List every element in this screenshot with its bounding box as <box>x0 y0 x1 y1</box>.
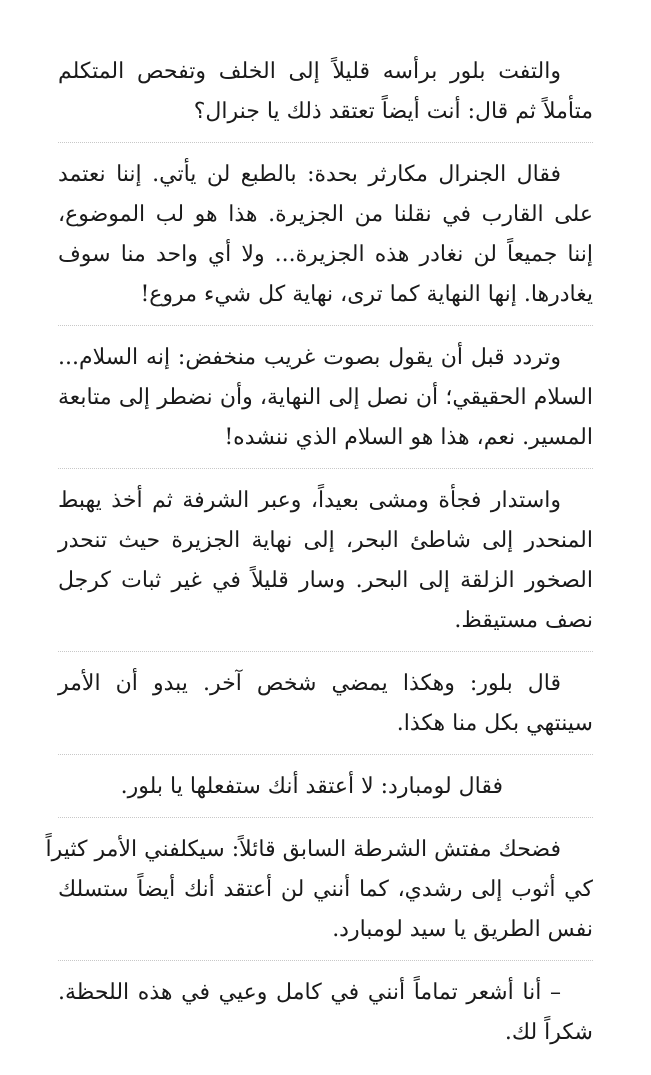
text-line: السلام الحقيقي؛ أن نصل إلى النهاية، وأن نضطر إلى متابعة <box>58 385 593 410</box>
paragraph-5 <box>58 664 593 755</box>
text-line: فقال لومبارد: لا أعتقد أنك ستفعلها يا بلور. <box>120 774 503 799</box>
paragraph-4 <box>58 481 593 652</box>
text-line: نفس الطريق يا سيد لومبارد. <box>332 917 593 942</box>
text-line: على القارب في نقلنا من الجزيرة. هذا هو لب الموضوع، <box>58 202 593 227</box>
text-line: يغادرها. إنها النهاية كما ترى، نهاية كل شيء مروع! <box>140 282 593 307</box>
text-line: إننا جميعاً لن نغادر هذه الجزيرة... ولا أي واحد منا سوف <box>58 242 593 267</box>
text-line: فقال الجنرال مكارثر بحدة: بالطبع لن يأتي. إننا نعتمد <box>58 162 561 187</box>
paragraph-1 <box>58 52 593 143</box>
text-line: وتردد قبل أن يقول بصوت غريب منخفض: إنه السلام... <box>58 345 561 370</box>
text-line: المنحدر إلى شاطئ البحر، إلى نهاية الجزيرة حيث تنحدر <box>58 528 593 553</box>
text-line: والتفت بلور برأسه قليلاً إلى الخلف وتفحص المتكلم <box>58 59 561 84</box>
paragraph-2 <box>58 155 593 326</box>
text-line: سينتهي بكل منا هكذا. <box>396 711 593 736</box>
text-line: شكراً لك. <box>504 1020 593 1045</box>
document-page <box>45 52 593 1075</box>
text-line: الصخور الزلقة إلى البحر. وسار قليلاً في غير ثبات كرجل <box>58 568 593 593</box>
text-line: واستدار فجأة ومشى بعيداً، وعبر الشرفة ثم أخذ يهبط <box>58 488 561 513</box>
text-line: فضحك مفتش الشرطة السابق قائلاً: سيكلفني الأمر كثيراً <box>45 837 561 862</box>
text-line: قال بلور: وهكذا يمضي شخص آخر. يبدو أن الأمر <box>58 671 561 696</box>
text-line: نصف مستيقظ. <box>454 608 593 633</box>
paragraph-6 <box>58 767 593 818</box>
paragraph-3 <box>58 338 593 469</box>
text-line: كي أثوب إلى رشدي، كما أنني لن أعتقد أنك أيضاً ستسلك <box>58 877 593 902</box>
paragraph-7 <box>45 830 593 961</box>
text-line: – أنا أشعر تماماً أنني في كامل وعيي في هذه اللحظة. <box>58 980 561 1005</box>
text-line: متأملاً ثم قال: أنت أيضاً تعتقد ذلك يا جنرال؟ <box>193 99 593 124</box>
paragraph-8 <box>58 973 593 1063</box>
text-line: المسير. نعم، هذا هو السلام الذي ننشده! <box>224 425 593 450</box>
